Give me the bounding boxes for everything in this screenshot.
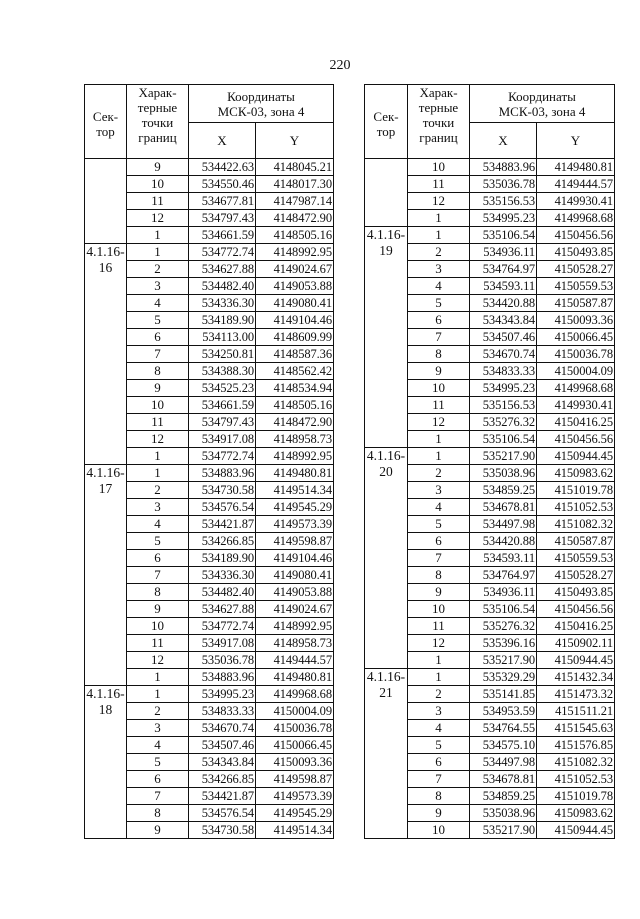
y-coordinate-cell: 4151432.34	[537, 669, 615, 686]
x-coordinate-cell: 535217.90	[470, 822, 537, 839]
point-number-cell: 12	[127, 652, 189, 669]
sector-cell	[365, 227, 408, 448]
x-coordinate-cell: 534421.87	[189, 516, 256, 533]
x-coordinate-cell: 534772.74	[189, 244, 256, 261]
y-coordinate-cell: 4150004.09	[256, 703, 334, 720]
sector-cell	[365, 448, 408, 669]
sector-label-line: 20	[379, 464, 393, 479]
sector-label-line: 21	[379, 685, 393, 700]
x-coordinate-cell: 534507.46	[189, 737, 256, 754]
x-coordinate-cell: 534670.74	[189, 720, 256, 737]
x-coordinate-cell: 535156.53	[470, 193, 537, 210]
coordinates-table-left	[84, 84, 334, 839]
header-coordinates	[470, 85, 615, 123]
x-coordinate-cell: 535217.90	[470, 448, 537, 465]
y-coordinate-cell: 4149444.57	[256, 652, 334, 669]
point-number-cell: 2	[408, 686, 470, 703]
header-points-line: границ	[419, 130, 458, 145]
y-coordinate-cell: 4150416.25	[537, 414, 615, 431]
sector-label-line: 4.1.16-	[366, 227, 406, 242]
x-coordinate-cell: 535156.53	[470, 397, 537, 414]
point-number-cell: 2	[127, 482, 189, 499]
header-sector-line: Сек-	[92, 108, 119, 124]
sector-cell	[85, 465, 127, 686]
sector-cell	[365, 159, 408, 227]
point-number-cell: 5	[127, 533, 189, 550]
point-number-cell: 12	[127, 431, 189, 448]
point-number-cell: 2	[127, 703, 189, 720]
x-coordinate-cell: 534482.40	[189, 584, 256, 601]
table-row	[365, 448, 615, 465]
x-coordinate-cell: 534421.87	[189, 788, 256, 805]
x-coordinate-cell: 535106.54	[470, 601, 537, 618]
y-coordinate-cell: 4149444.57	[537, 176, 615, 193]
x-coordinate-cell: 534420.88	[470, 295, 537, 312]
x-coordinate-cell: 534497.98	[470, 516, 537, 533]
y-coordinate-cell: 4149080.41	[256, 567, 334, 584]
point-number-cell: 3	[408, 482, 470, 499]
x-coordinate-cell: 534917.08	[189, 635, 256, 652]
point-number-cell: 9	[127, 822, 189, 839]
header-y: Y	[537, 123, 615, 159]
y-coordinate-cell: 4149514.34	[256, 822, 334, 839]
y-coordinate-cell: 4150036.78	[256, 720, 334, 737]
sector-cell	[365, 669, 408, 839]
point-number-cell: 4	[408, 720, 470, 737]
x-coordinate-cell: 534917.08	[189, 431, 256, 448]
header-coordinates-line: Координаты	[227, 88, 295, 104]
y-coordinate-cell: 4150983.62	[537, 805, 615, 822]
table-row	[85, 159, 334, 176]
x-coordinate-cell: 534764.97	[470, 567, 537, 584]
sector-label-line: 4.1.16-	[86, 686, 125, 701]
y-coordinate-cell: 4150944.45	[537, 448, 615, 465]
x-coordinate-cell: 534422.63	[189, 159, 256, 176]
x-coordinate-cell: 534883.96	[470, 159, 537, 176]
point-number-cell: 10	[127, 397, 189, 414]
y-coordinate-cell: 4150456.56	[537, 431, 615, 448]
y-coordinate-cell: 4149053.88	[256, 584, 334, 601]
point-number-cell: 7	[408, 771, 470, 788]
x-coordinate-cell: 535396.16	[470, 635, 537, 652]
x-coordinate-cell: 534797.43	[189, 210, 256, 227]
point-number-cell: 6	[408, 754, 470, 771]
x-coordinate-cell: 534833.33	[189, 703, 256, 720]
y-coordinate-cell: 4149598.87	[256, 771, 334, 788]
x-coordinate-cell: 534420.88	[470, 533, 537, 550]
point-number-cell: 9	[408, 805, 470, 822]
x-coordinate-cell: 534627.88	[189, 601, 256, 618]
point-number-cell: 1	[408, 210, 470, 227]
x-coordinate-cell: 534883.96	[189, 465, 256, 482]
sector-label-line: 17	[98, 481, 113, 496]
point-number-cell: 7	[408, 550, 470, 567]
x-coordinate-cell: 534772.74	[189, 618, 256, 635]
point-number-cell: 1	[127, 465, 189, 482]
x-coordinate-cell: 534764.55	[470, 720, 537, 737]
x-coordinate-cell: 535036.78	[470, 176, 537, 193]
point-number-cell: 4	[408, 499, 470, 516]
x-coordinate-cell: 534575.10	[470, 737, 537, 754]
x-coordinate-cell: 534388.30	[189, 363, 256, 380]
y-coordinate-cell: 4151576.85	[537, 737, 615, 754]
page-number: 220	[329, 58, 351, 73]
y-coordinate-cell: 4150093.36	[256, 754, 334, 771]
point-number-cell: 9	[408, 584, 470, 601]
x-coordinate-cell: 534859.25	[470, 482, 537, 499]
point-number-cell: 12	[408, 635, 470, 652]
x-coordinate-cell: 535276.32	[470, 414, 537, 431]
y-coordinate-cell: 4149573.39	[256, 516, 334, 533]
y-coordinate-cell: 4148587.36	[256, 346, 334, 363]
y-coordinate-cell: 4150587.87	[537, 533, 615, 550]
x-coordinate-cell: 534593.11	[470, 550, 537, 567]
point-number-cell: 1	[408, 669, 470, 686]
point-number-cell: 10	[408, 159, 470, 176]
x-coordinate-cell: 534797.43	[189, 414, 256, 431]
y-coordinate-cell: 4149024.67	[256, 601, 334, 618]
header-y: Y	[256, 123, 334, 159]
point-number-cell: 12	[127, 210, 189, 227]
y-coordinate-cell: 4151082.32	[537, 754, 615, 771]
y-coordinate-cell: 4147987.14	[256, 193, 334, 210]
x-coordinate-cell: 535217.90	[470, 652, 537, 669]
point-number-cell: 1	[127, 686, 189, 703]
y-coordinate-cell: 4150456.56	[537, 227, 615, 244]
point-number-cell: 11	[408, 618, 470, 635]
header-points	[408, 85, 470, 159]
x-coordinate-cell: 534995.23	[189, 686, 256, 703]
y-coordinate-cell: 4150983.62	[537, 465, 615, 482]
x-coordinate-cell: 535038.96	[470, 465, 537, 482]
header-points-line: терные	[137, 100, 178, 115]
point-number-cell: 4	[408, 278, 470, 295]
x-coordinate-cell: 534482.40	[189, 278, 256, 295]
x-coordinate-cell: 534677.81	[189, 193, 256, 210]
x-coordinate-cell: 534576.54	[189, 805, 256, 822]
x-coordinate-cell: 535141.85	[470, 686, 537, 703]
x-coordinate-cell: 534772.74	[189, 448, 256, 465]
header-points-line: Харак-	[138, 85, 177, 100]
x-coordinate-cell: 534525.23	[189, 380, 256, 397]
x-coordinate-cell: 534576.54	[189, 499, 256, 516]
y-coordinate-cell: 4150587.87	[537, 295, 615, 312]
point-number-cell: 8	[127, 584, 189, 601]
x-coordinate-cell: 535036.78	[189, 652, 256, 669]
y-coordinate-cell: 4150528.27	[537, 261, 615, 278]
point-number-cell: 1	[408, 652, 470, 669]
y-coordinate-cell: 4148505.16	[256, 397, 334, 414]
x-coordinate-cell: 534995.23	[470, 210, 537, 227]
table-body-left	[85, 159, 334, 839]
y-coordinate-cell: 4149598.87	[256, 533, 334, 550]
table-row	[85, 686, 334, 703]
y-coordinate-cell: 4150493.85	[537, 584, 615, 601]
y-coordinate-cell: 4148472.90	[256, 210, 334, 227]
table-row	[365, 669, 615, 686]
y-coordinate-cell: 4148534.94	[256, 380, 334, 397]
sector-label-line: 19	[379, 243, 393, 258]
y-coordinate-cell: 4149080.41	[256, 295, 334, 312]
x-coordinate-cell: 535276.32	[470, 618, 537, 635]
y-coordinate-cell: 4151019.78	[537, 788, 615, 805]
point-number-cell: 11	[127, 414, 189, 431]
x-coordinate-cell: 534343.84	[189, 754, 256, 771]
point-number-cell: 11	[127, 193, 189, 210]
y-coordinate-cell: 4148562.42	[256, 363, 334, 380]
y-coordinate-cell: 4149968.68	[537, 380, 615, 397]
x-coordinate-cell: 534730.58	[189, 822, 256, 839]
header-points-line: терные	[418, 100, 459, 115]
header-coordinates-line: МСК-03, зона 4	[498, 103, 586, 119]
y-coordinate-cell: 4151511.21	[537, 703, 615, 720]
point-number-cell: 6	[127, 771, 189, 788]
point-number-cell: 9	[127, 159, 189, 176]
coordinates-table-right	[364, 84, 615, 839]
sector-cell	[85, 159, 127, 244]
y-coordinate-cell: 4149480.81	[256, 465, 334, 482]
y-coordinate-cell: 4148609.99	[256, 329, 334, 346]
header-points-line: точки	[422, 115, 455, 130]
header-points-line: Харак-	[419, 85, 458, 100]
x-coordinate-cell: 535329.29	[470, 669, 537, 686]
table-row	[365, 159, 615, 176]
y-coordinate-cell: 4151545.63	[537, 720, 615, 737]
x-coordinate-cell: 534936.11	[470, 244, 537, 261]
point-number-cell: 6	[127, 550, 189, 567]
point-number-cell: 5	[408, 516, 470, 533]
point-number-cell: 3	[127, 720, 189, 737]
y-coordinate-cell: 4148505.16	[256, 227, 334, 244]
point-number-cell: 2	[408, 465, 470, 482]
point-number-cell: 4	[127, 737, 189, 754]
y-coordinate-cell: 4149968.68	[537, 210, 615, 227]
x-coordinate-cell: 534189.90	[189, 550, 256, 567]
y-coordinate-cell: 4149053.88	[256, 278, 334, 295]
point-number-cell: 7	[127, 346, 189, 363]
y-coordinate-cell: 4150456.56	[537, 601, 615, 618]
x-coordinate-cell: 534936.11	[470, 584, 537, 601]
y-coordinate-cell: 4149573.39	[256, 788, 334, 805]
point-number-cell: 5	[127, 754, 189, 771]
header-sector-line: тор	[376, 123, 396, 139]
point-number-cell: 1	[127, 244, 189, 261]
point-number-cell: 8	[127, 805, 189, 822]
y-coordinate-cell: 4149545.29	[256, 805, 334, 822]
point-number-cell: 12	[408, 193, 470, 210]
point-number-cell: 1	[127, 227, 189, 244]
x-coordinate-cell: 534661.59	[189, 397, 256, 414]
point-number-cell: 8	[408, 346, 470, 363]
x-coordinate-cell: 534343.84	[470, 312, 537, 329]
y-coordinate-cell: 4148992.95	[256, 448, 334, 465]
point-number-cell: 11	[408, 176, 470, 193]
sector-label-line: 16	[98, 260, 113, 275]
header-coordinates-line: Координаты	[508, 88, 576, 104]
y-coordinate-cell: 4149930.41	[537, 397, 615, 414]
x-coordinate-cell: 535106.54	[470, 431, 537, 448]
point-number-cell: 1	[127, 448, 189, 465]
y-coordinate-cell: 4151473.32	[537, 686, 615, 703]
x-coordinate-cell: 535106.54	[470, 227, 537, 244]
y-coordinate-cell: 4150944.45	[537, 822, 615, 839]
point-number-cell: 11	[408, 397, 470, 414]
point-number-cell: 9	[408, 363, 470, 380]
y-coordinate-cell: 4150036.78	[537, 346, 615, 363]
y-coordinate-cell: 4150093.36	[537, 312, 615, 329]
y-coordinate-cell: 4149024.67	[256, 261, 334, 278]
point-number-cell: 1	[408, 448, 470, 465]
x-coordinate-cell: 534678.81	[470, 771, 537, 788]
y-coordinate-cell: 4150528.27	[537, 567, 615, 584]
header-x: X	[470, 123, 537, 159]
header-coordinates	[189, 85, 334, 123]
x-coordinate-cell: 534995.23	[470, 380, 537, 397]
x-coordinate-cell: 534953.59	[470, 703, 537, 720]
sector-label-line: 4.1.16-	[366, 448, 406, 463]
x-coordinate-cell: 534497.98	[470, 754, 537, 771]
point-number-cell: 2	[127, 261, 189, 278]
x-coordinate-cell: 534678.81	[470, 499, 537, 516]
y-coordinate-cell: 4150004.09	[537, 363, 615, 380]
point-number-cell: 3	[408, 261, 470, 278]
x-coordinate-cell: 534507.46	[470, 329, 537, 346]
sector-label-line: 18	[98, 702, 113, 717]
point-number-cell: 5	[127, 312, 189, 329]
x-coordinate-cell: 534661.59	[189, 227, 256, 244]
y-coordinate-cell: 4150902.11	[537, 635, 615, 652]
point-number-cell: 8	[408, 567, 470, 584]
y-coordinate-cell: 4149514.34	[256, 482, 334, 499]
y-coordinate-cell: 4148958.73	[256, 635, 334, 652]
y-coordinate-cell: 4149545.29	[256, 499, 334, 516]
y-coordinate-cell: 4148992.95	[256, 244, 334, 261]
x-coordinate-cell: 534670.74	[470, 346, 537, 363]
header-points-line: границ	[138, 130, 177, 145]
y-coordinate-cell: 4151052.53	[537, 771, 615, 788]
x-coordinate-cell: 534113.00	[189, 329, 256, 346]
point-number-cell: 5	[408, 737, 470, 754]
point-number-cell: 6	[408, 312, 470, 329]
x-coordinate-cell: 535038.96	[470, 805, 537, 822]
point-number-cell: 5	[408, 295, 470, 312]
x-coordinate-cell: 534266.85	[189, 771, 256, 788]
x-coordinate-cell: 534336.30	[189, 567, 256, 584]
header-coordinates-line: МСК-03, зона 4	[217, 103, 305, 119]
point-number-cell: 10	[127, 618, 189, 635]
sector-cell	[85, 686, 127, 839]
y-coordinate-cell: 4150416.25	[537, 618, 615, 635]
point-number-cell: 1	[127, 669, 189, 686]
y-coordinate-cell: 4151052.53	[537, 499, 615, 516]
point-number-cell: 2	[408, 244, 470, 261]
header-sector-line: Сек-	[373, 108, 399, 124]
point-number-cell: 12	[408, 414, 470, 431]
x-coordinate-cell: 534550.46	[189, 176, 256, 193]
x-coordinate-cell: 534883.96	[189, 669, 256, 686]
point-number-cell: 7	[408, 329, 470, 346]
x-coordinate-cell: 534833.33	[470, 363, 537, 380]
header-points-line: точки	[141, 115, 174, 130]
point-number-cell: 3	[127, 499, 189, 516]
header-sector-line: тор	[96, 123, 115, 139]
point-number-cell: 8	[408, 788, 470, 805]
point-number-cell: 3	[127, 278, 189, 295]
point-number-cell: 4	[127, 516, 189, 533]
sector-label-line: 4.1.16-	[86, 244, 125, 259]
y-coordinate-cell: 4150493.85	[537, 244, 615, 261]
point-number-cell: 1	[408, 227, 470, 244]
x-coordinate-cell: 534730.58	[189, 482, 256, 499]
point-number-cell: 9	[127, 380, 189, 397]
point-number-cell: 10	[408, 822, 470, 839]
y-coordinate-cell: 4148472.90	[256, 414, 334, 431]
point-number-cell: 9	[127, 601, 189, 618]
table-row	[365, 227, 615, 244]
y-coordinate-cell: 4148045.21	[256, 159, 334, 176]
y-coordinate-cell: 4150559.53	[537, 278, 615, 295]
x-coordinate-cell: 534189.90	[189, 312, 256, 329]
header-x: X	[189, 123, 256, 159]
point-number-cell: 6	[127, 329, 189, 346]
sector-label-line: 4.1.16-	[366, 669, 406, 684]
point-number-cell: 8	[127, 363, 189, 380]
x-coordinate-cell: 534627.88	[189, 261, 256, 278]
point-number-cell: 1	[408, 431, 470, 448]
x-coordinate-cell: 534266.85	[189, 533, 256, 550]
point-number-cell: 10	[408, 601, 470, 618]
point-number-cell: 4	[127, 295, 189, 312]
table-body-right	[365, 159, 615, 839]
y-coordinate-cell: 4149480.81	[537, 159, 615, 176]
y-coordinate-cell: 4151082.32	[537, 516, 615, 533]
y-coordinate-cell: 4150066.45	[537, 329, 615, 346]
point-number-cell: 11	[127, 635, 189, 652]
point-number-cell: 7	[127, 567, 189, 584]
sector-label-line: 4.1.16-	[86, 465, 125, 480]
point-number-cell: 6	[408, 533, 470, 550]
y-coordinate-cell: 4150066.45	[256, 737, 334, 754]
header-sector	[85, 85, 127, 159]
header-points	[127, 85, 189, 159]
y-coordinate-cell: 4149930.41	[537, 193, 615, 210]
y-coordinate-cell: 4150559.53	[537, 550, 615, 567]
table-row	[85, 465, 334, 482]
y-coordinate-cell: 4148958.73	[256, 431, 334, 448]
point-number-cell: 3	[408, 703, 470, 720]
x-coordinate-cell: 534859.25	[470, 788, 537, 805]
point-number-cell: 7	[127, 788, 189, 805]
y-coordinate-cell: 4149104.46	[256, 312, 334, 329]
header-sector	[365, 85, 408, 159]
x-coordinate-cell: 534336.30	[189, 295, 256, 312]
y-coordinate-cell: 4148017.30	[256, 176, 334, 193]
x-coordinate-cell: 534593.11	[470, 278, 537, 295]
table-row	[85, 244, 334, 261]
x-coordinate-cell: 534764.97	[470, 261, 537, 278]
y-coordinate-cell: 4148992.95	[256, 618, 334, 635]
y-coordinate-cell: 4150944.45	[537, 652, 615, 669]
sector-cell	[85, 244, 127, 465]
y-coordinate-cell: 4149104.46	[256, 550, 334, 567]
y-coordinate-cell: 4149968.68	[256, 686, 334, 703]
y-coordinate-cell: 4151019.78	[537, 482, 615, 499]
x-coordinate-cell: 534250.81	[189, 346, 256, 363]
point-number-cell: 10	[127, 176, 189, 193]
y-coordinate-cell: 4149480.81	[256, 669, 334, 686]
point-number-cell: 10	[408, 380, 470, 397]
